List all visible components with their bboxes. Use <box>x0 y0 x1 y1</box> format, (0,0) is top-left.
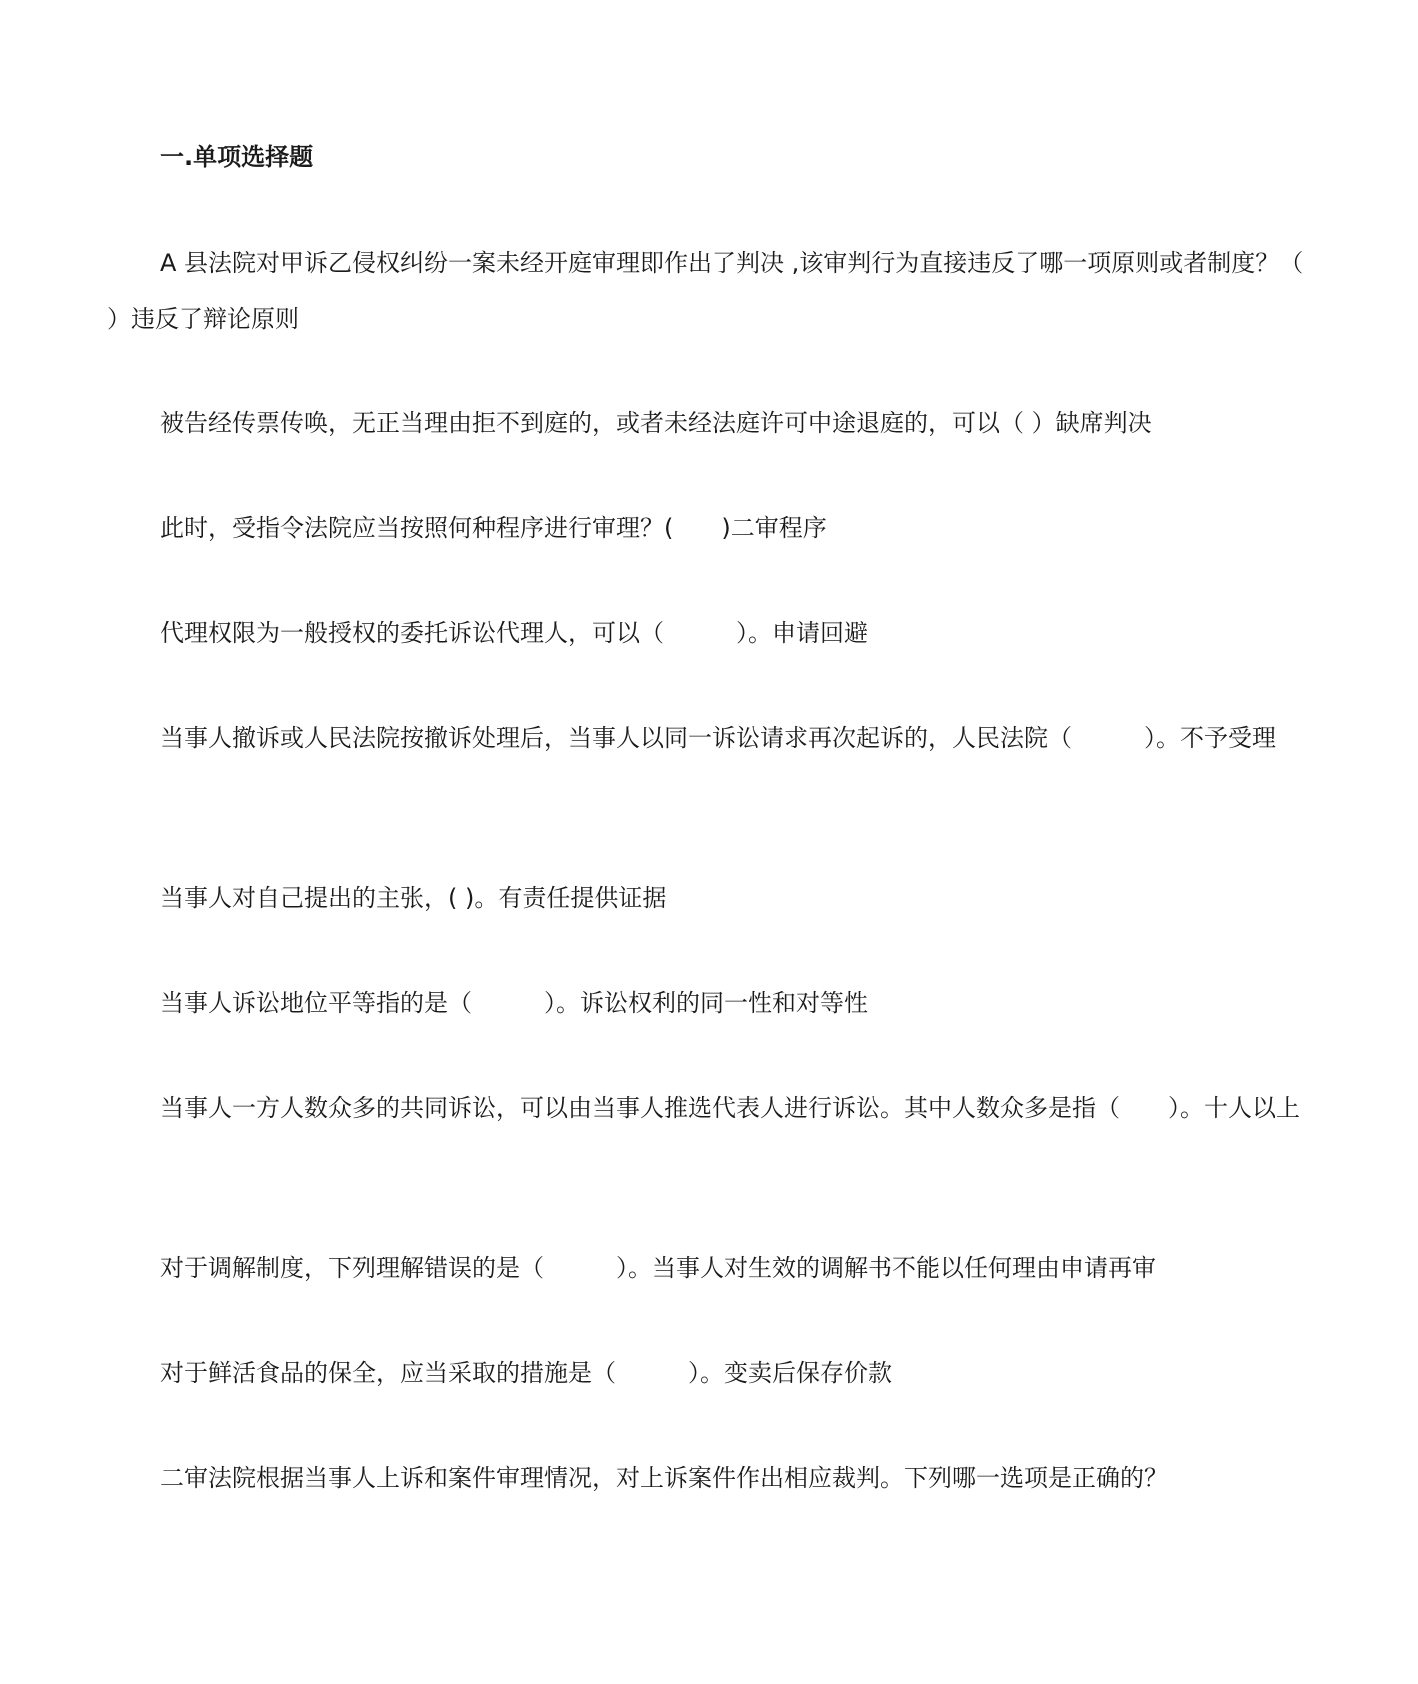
question-paragraph: 对于鲜活食品的保全，应当采取的措施是（ ）。变卖后保存价款 <box>160 1359 892 1387</box>
question-paragraph: 对于调解制度，下列理解错误的是（ ）。当事人对生效的调解书不能以任何理由申请再审 <box>160 1254 1156 1282</box>
question-paragraph: 当事人诉讼地位平等指的是（ ）。诉讼权利的同一性和对等性 <box>160 989 868 1017</box>
question-paragraph: 当事人一方人数众多的共同诉讼，可以由当事人推选代表人进行诉讼。其中人数众多是指（ ）。十人以上 <box>160 1094 1300 1122</box>
section-heading: 一.单项选择题 <box>160 143 314 171</box>
question-paragraph: 当事人对自己提出的主张，( )。有责任提供证据 <box>160 884 667 912</box>
question-paragraph: 当事人撤诉或人民法院按撤诉处理后，当事人以同一诉讼请求再次起诉的，人民法院（ ）。不予受理 <box>160 724 1276 752</box>
question-paragraph: 二审法院根据当事人上诉和案件审理情况，对上诉案件作出相应裁判。下列哪一选项是正确的？ <box>160 1464 1168 1492</box>
question-paragraph: 代理权限为一般授权的委托诉讼代理人，可以（ ）。申请回避 <box>160 619 868 647</box>
question-paragraph: A 县法院对甲诉乙侵权纠纷一案未经开庭审理即作出了判决 ,该审判行为直接违反了哪一项原则或者制度？（ ）违反了辩论原则 <box>107 249 1352 333</box>
question-paragraph: 此时，受指令法院应当按照何种程序进行审理？( )二审程序 <box>160 514 827 542</box>
question-paragraph: 被告经传票传唤，无正当理由拒不到庭的，或者未经法庭许可中途退庭的，可以（ ）缺席判决 <box>160 409 1152 437</box>
